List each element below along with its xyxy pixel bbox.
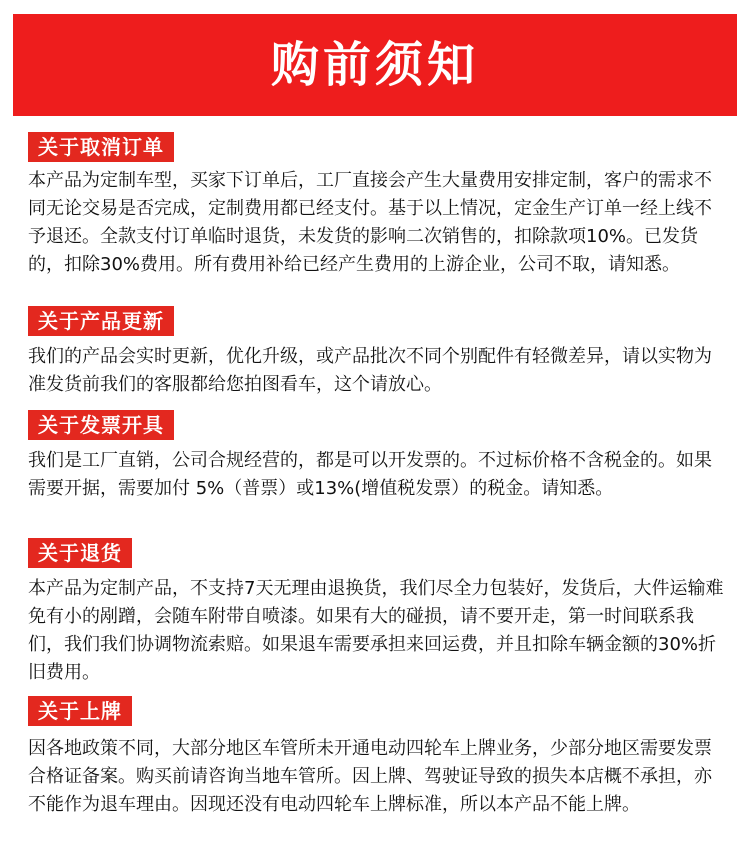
section-license-plate [28, 696, 728, 819]
section-return [28, 538, 728, 687]
section-invoice [28, 410, 728, 503]
section-body-license-plate: 因各地政策不同，大部分地区车管所未开通电动四轮车上牌业务，少部分地区需要发票合格证备案。购买前请咨询当地车管所。因上牌、驾驶证导致的损失本店概不承担，亦不能作为退车理由。因现还没有电动四轮车上牌标准，所以本产品不能上牌。 [28, 738, 712, 815]
section-label-return: 关于退货 [28, 538, 132, 568]
section-label-product-update: 关于产品更新 [28, 306, 174, 336]
section-body-return: 本产品为定制产品，不支持7天无理由退换货，我们尽全力包装好，发货后，大件运输难免有小的剐蹭，会随车附带自喷漆。如果有大的碰损，请不要开走，第一时间联系我们，我们我们协调物流索赔。如果退车需要承担来回运费，并且扣除车辆金额的30%折旧费用。 [28, 578, 724, 683]
section-label-license-plate: 关于上牌 [28, 696, 132, 726]
section-body-invoice: 我们是工厂直销，公司合规经营的，都是可以开发票的。不过标价格不含税金的。如果需要开据，需要加付 5%（普票）或13%(增值税发票）的税金。请知悉。 [28, 450, 712, 499]
section-label-invoice: 关于发票开具 [28, 410, 174, 440]
section-body-cancel-order: 本产品为定制车型，买家下订单后，工厂直接会产生大量费用安排定制，客户的需求不同无论交易是否完成，定制费用都已经支付。基于以上情况，定金生产订单一经上线不予退还。全款支付订单临时退货，未发货的影响二次销售的，扣除款项10%。已发货的，扣除30%费用。所有费用补给已经产生费用的上游企业，公司不取，请知悉。 [28, 170, 712, 275]
section-cancel-order [28, 132, 728, 279]
header-banner [13, 14, 737, 116]
page-title: 购前须知 [270, 37, 479, 93]
section-body-product-update: 我们的产品会实时更新，优化升级，或产品批次不同个别配件有轻微差异，请以实物为准发货前我们的客服都给您拍图看车，这个请放心。 [28, 346, 712, 395]
section-product-update [28, 306, 728, 399]
section-label-cancel-order: 关于取消订单 [28, 132, 174, 162]
